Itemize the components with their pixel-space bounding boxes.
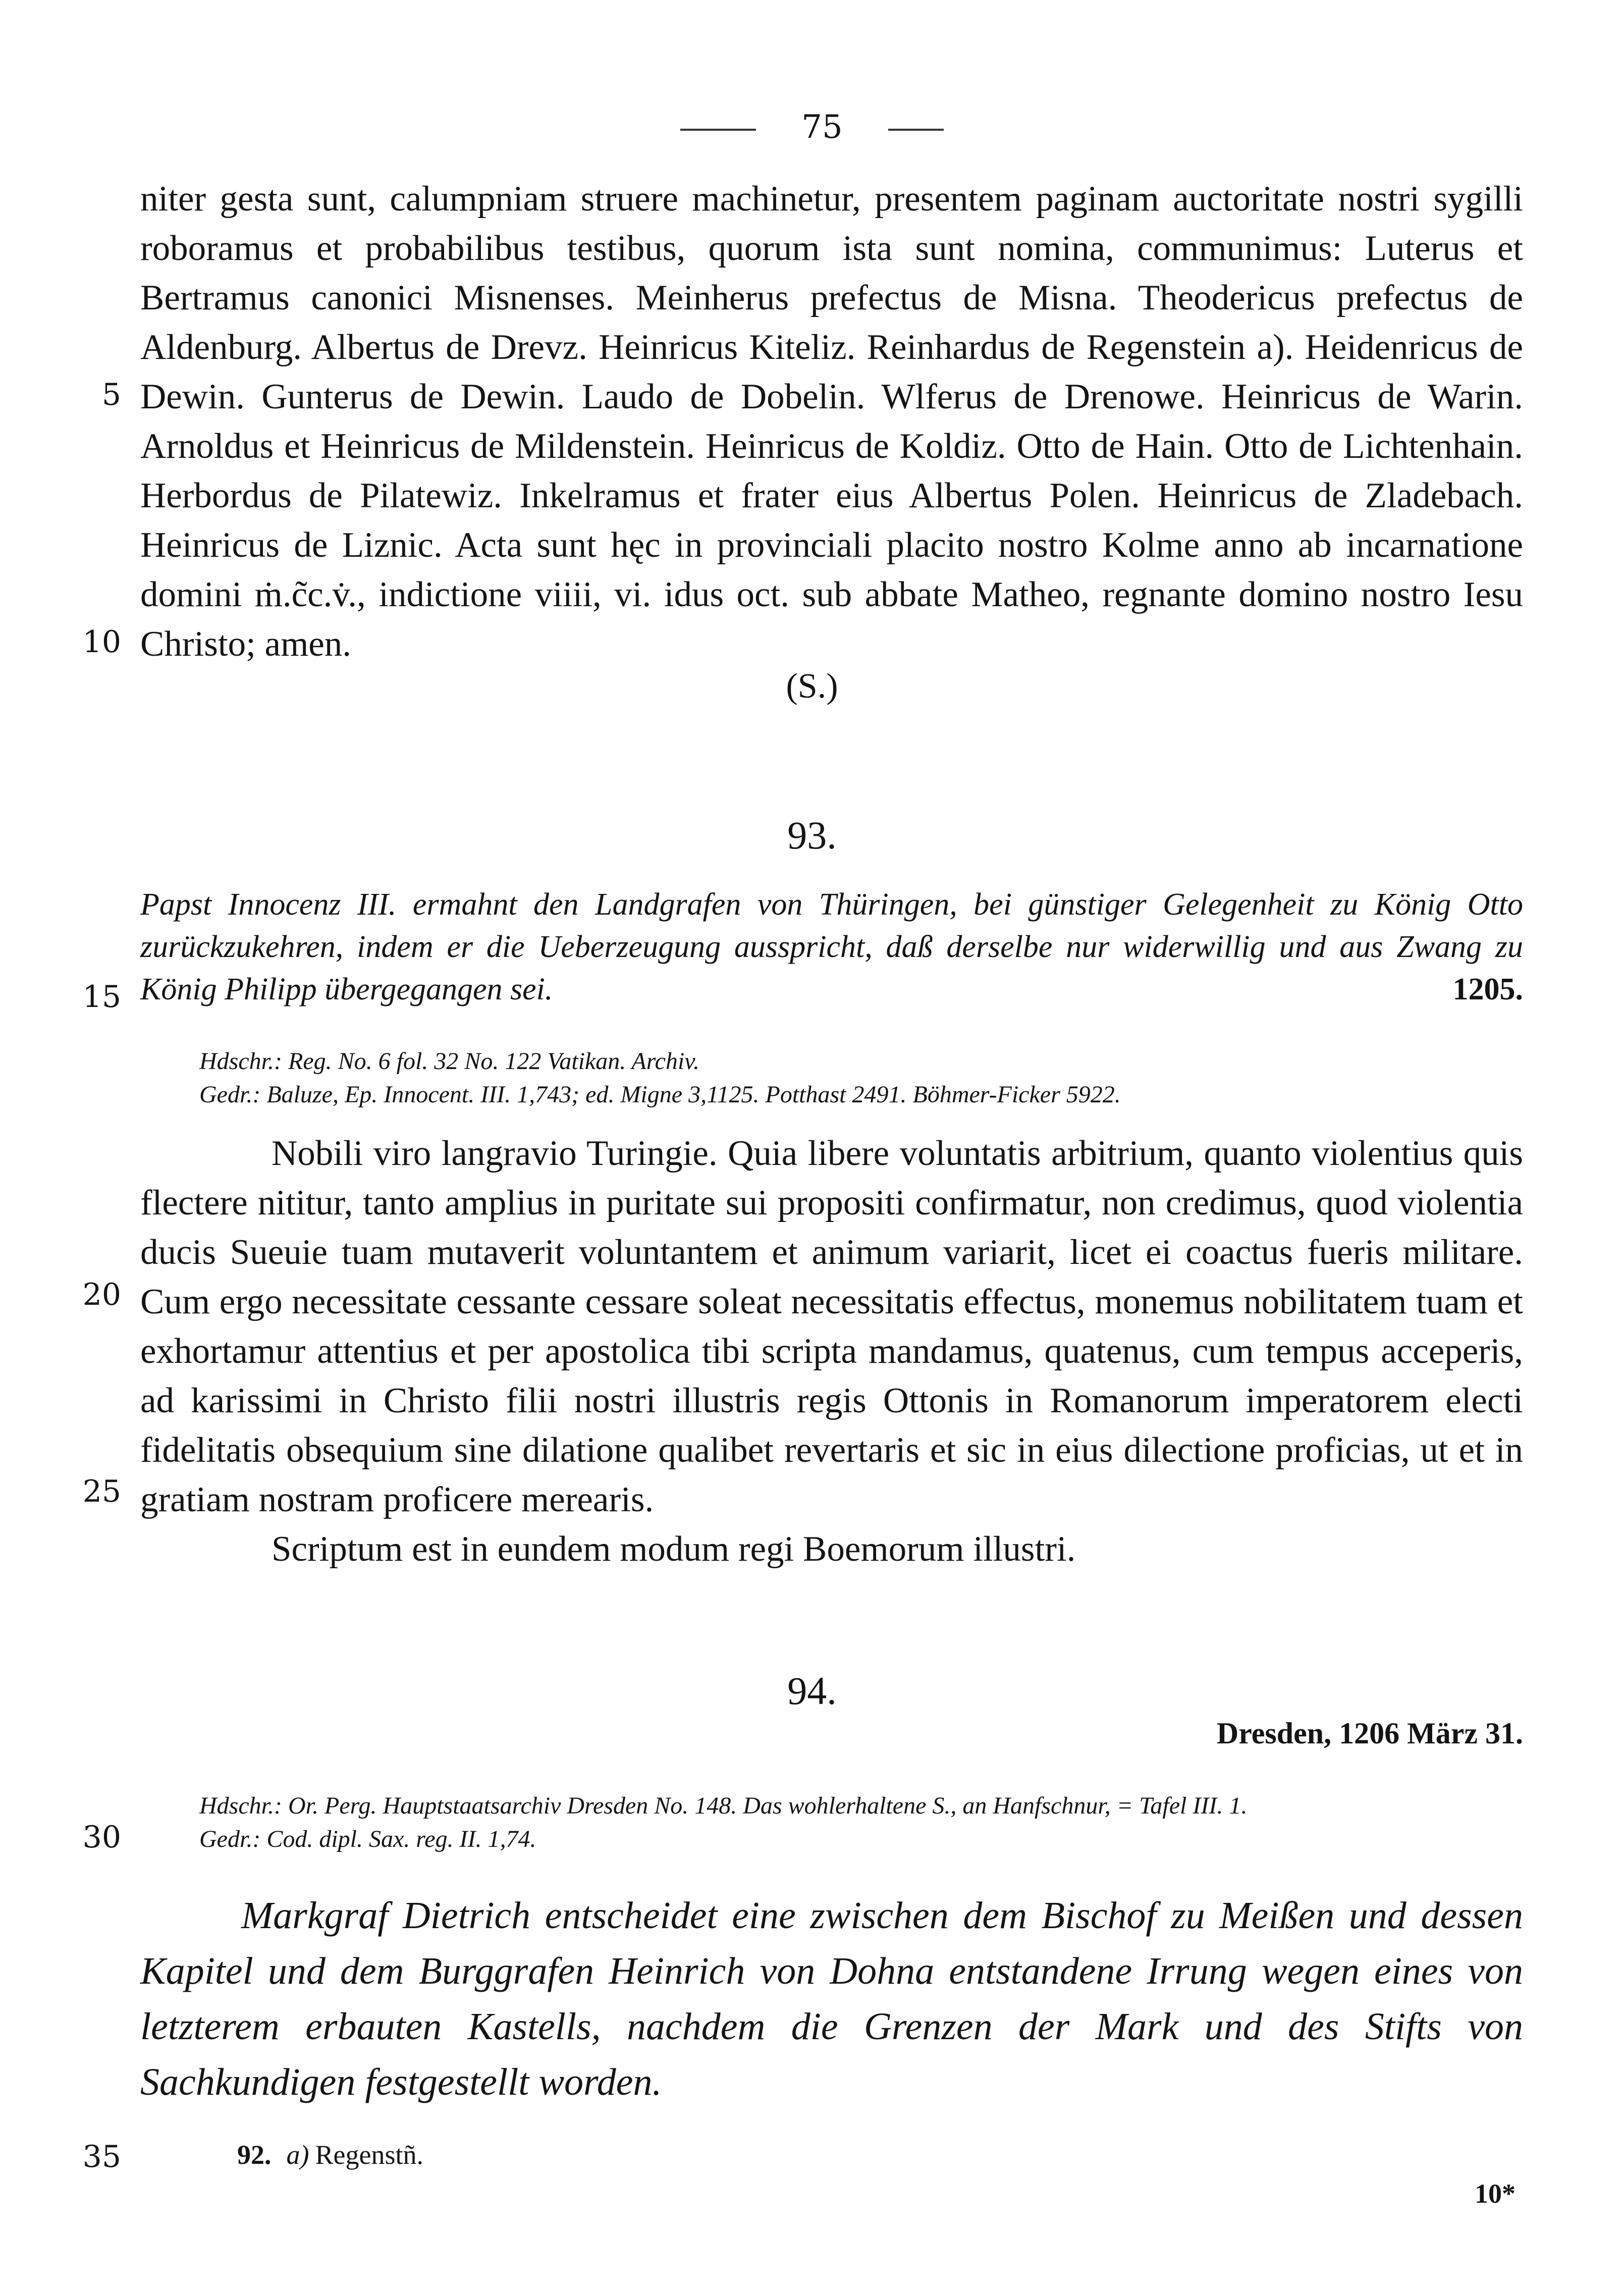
signature-mark: 10*	[1475, 2178, 1515, 2209]
document-93-regest	[140, 883, 1523, 1011]
document-93-number: 93.	[787, 813, 837, 857]
line-number: 25	[82, 1474, 121, 1509]
document-93-sources	[199, 1045, 1522, 1111]
line-number: 15	[82, 979, 121, 1015]
source-printed: Gedr.: Cod. dipl. Sax. reg. II. 1,74.	[199, 1826, 536, 1852]
header-rule-right	[888, 129, 944, 131]
footnote	[237, 2139, 423, 2170]
line-number: 10	[82, 624, 121, 660]
line-number: 5	[101, 377, 121, 412]
line-number: 30	[82, 1820, 121, 1855]
header-rule-left	[680, 129, 756, 131]
document-93-text	[140, 1129, 1523, 1574]
footnote-mark: a)	[286, 2140, 309, 2170]
document-94-dateline: Dresden, 1206 März 31.	[1216, 1717, 1523, 1750]
document-94-summary: Markgraf Dietrich entscheidet eine zwischen dem Bischof zu Meißen und dessen Kapitel und dem Burggrafen Heinrich von Dohna entstandene Irrung wegen eines von letzterem erbauten Kastells, nachdem die Grenzen der Mark und des Stifts von Sachkundigen festgestellt worden.	[140, 1894, 1523, 2103]
document-94-number: 94.	[787, 1669, 837, 1713]
source-manuscript: Hdschr.: Reg. No. 6 fol. 32 No. 122 Vatikan. Archiv.	[199, 1048, 700, 1075]
line-number: 35	[82, 2139, 121, 2174]
line-number: 20	[82, 1277, 121, 1312]
source-manuscript: Hdschr.: Or. Perg. Hauptstaatsarchiv Dresden No. 148. Das wohlerhaltene S., an Hanfschnur, = Tafel III. 1.	[199, 1792, 1248, 1819]
regest-year: 1205.	[1452, 972, 1523, 1006]
page-header	[0, 109, 1624, 146]
letter-body: Nobili viro langravio Turingie. Quia libere voluntatis arbitrium, quanto violentius quis flectere nititur, tanto amplius in puritate sui propositi confirmatur, non credimus, quod violentia ducis Sueuie tuam mutaverit voluntantem et animum variarit, licet ei coactus fueris militare. Cum ergo necessitate cessante cessare soleat necessitatis effectus, monemus nobilitatem tuam et exhortamur attentius et per apostolica tibi scripta mandamus, quatenus, cum tempus acceperis, ad karissimi in Christo filii nostri illustris regis Ottonis in Romanorum imperatorem electi fidelitatis obsequium sine dilatione qualibet revertaris et sic in eius dilectione proficias, ut et in gratiam nostram proficere merearis.	[140, 1134, 1523, 1519]
page-number: 75	[801, 109, 843, 146]
footnote-ref: 92.	[237, 2140, 272, 2170]
regest-text: Papst Innocenz III. ermahnt den Landgrafen von Thüringen, bei günstiger Gelegenheit zu König Otto zurückzukehren, indem er die Ueberzeugung ausspricht, daß derselbe nur widerwillig und aus Zwang zu König Philipp übergegangen sei.	[140, 887, 1523, 1006]
letter-closing: Scriptum est in eundem modum regi Boemorum illustri.	[272, 1529, 1076, 1569]
document-94-sources	[199, 1789, 1522, 1856]
document-92-text: niter gesta sunt, calumpniam struere machinetur, presentem paginam auctoritate nostri sygilli roboramus et probabilibus testibus, quorum ista sunt nomina, communimus: Luterus et Bertramus canonici Misnenses. Meinherus prefectus de Misna. Theodericus prefectus de Aldenburg. Albertus de Drevz. Heinricus Kiteliz. Reinhardus de Regenstein a). Heidenricus de Dewin. Gunterus de Dewin. Laudo de Dobelin. Wlferus de Drenowe. Heinricus de Warin. Arnoldus et Heinricus de Mildenstein. Heinricus de Koldiz. Otto de Hain. Otto de Lichtenhain. Herbordus de Pilatewiz. Inkelramus et frater eius Albertus Polen. Heinricus de Zladebach. Heinricus de Liznic. Acta sunt hęc in provinciali placito nostro Kolme anno ab incarnatione domini ṁ.c̃c.v̇., indictione viiii, vi. idus oct. sub abbate Matheo, regnante domino nostro Iesu Christo; amen.	[140, 179, 1523, 664]
source-printed: Gedr.: Baluze, Ep. Innocent. III. 1,743; ed. Migne 3,1125. Potthast 2491. Böhmer-Ficker 5922.	[199, 1081, 1121, 1108]
seal-mark: (S.)	[786, 667, 838, 706]
footnote-text: Regenstñ.	[315, 2140, 423, 2170]
